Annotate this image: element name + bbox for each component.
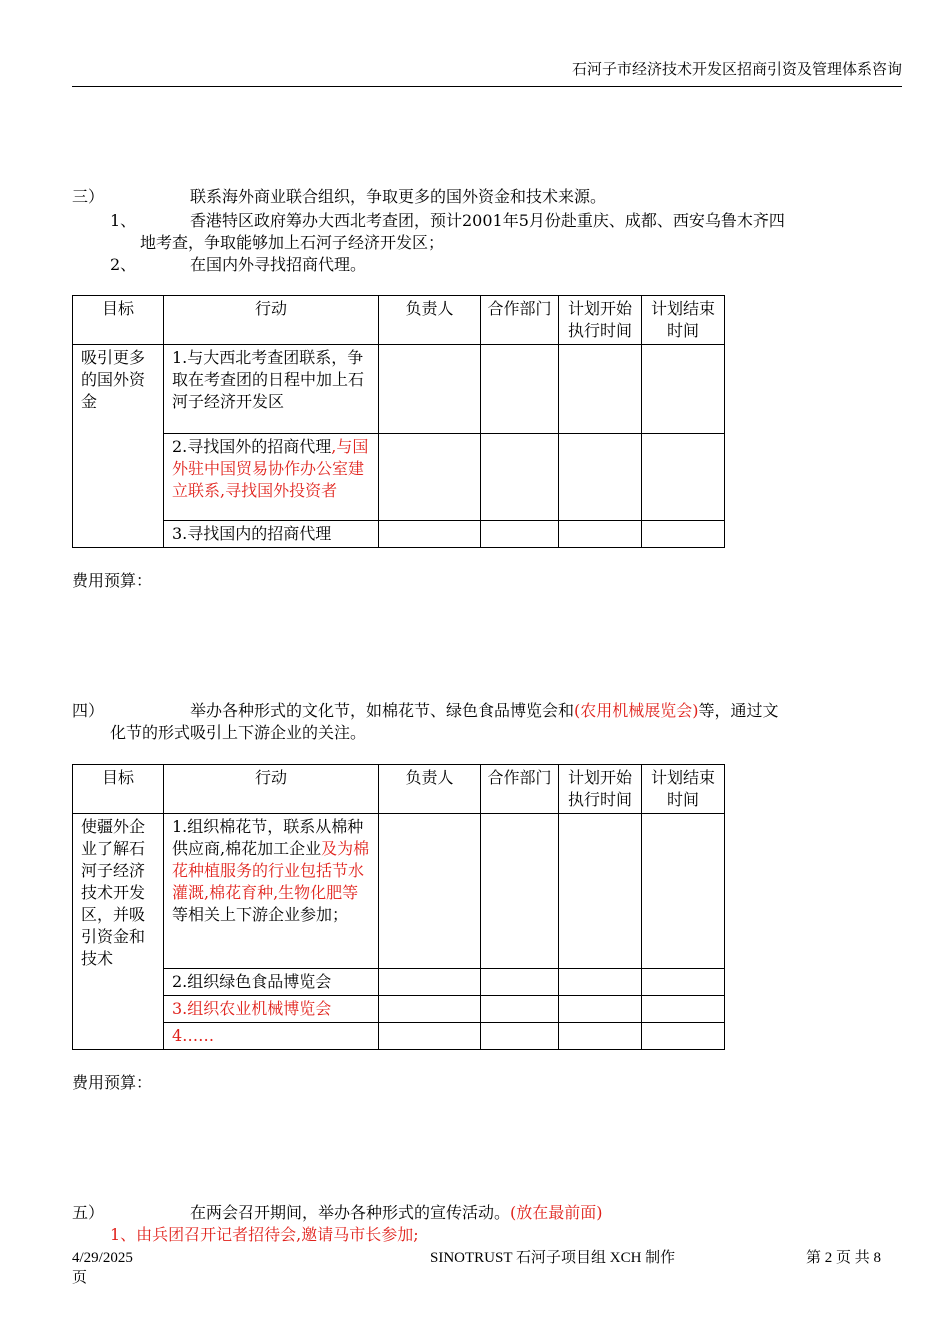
header-plan-end: 计划结束 时间 (642, 765, 725, 814)
end-cell (642, 345, 725, 434)
action-cell: 3.寻找国内的招商代理 (164, 521, 379, 548)
end-cell (642, 996, 725, 1023)
section3-heading (72, 186, 607, 208)
start-cell (559, 345, 642, 434)
start-cell (559, 521, 642, 548)
section4-title: 举办各种形式的文化节，如棉花节、绿色食品博览会和 (190, 701, 575, 720)
end-cell (642, 969, 725, 996)
header-plan-start: 计划开始 执行时间 (559, 296, 642, 345)
section3-budget-label: 费用预算： (72, 571, 153, 590)
footer-center: SINOTRUST 石河子项目组 XCH 制作 (430, 1250, 676, 1266)
table-row (73, 996, 725, 1023)
header-owner: 负责人 (379, 765, 481, 814)
section4-title-cont: 化节的形式吸引上下游企业的关注。 (110, 723, 367, 742)
section5-title: 在两会召开期间，举办各种形式的宣传活动。 (190, 1203, 511, 1222)
partner-cell (481, 969, 559, 996)
section3-item1-text-cont: 地考查，争取能够加上石河子经济开发区； (140, 233, 445, 252)
section4-budget-label: 费用预算： (72, 1073, 153, 1092)
section3-title: 联系海外商业联合组织，争取更多的国外资金和技术来源。 (190, 187, 607, 206)
end-cell (642, 1023, 725, 1050)
owner-cell (379, 969, 481, 996)
action-cell: 2.组织绿色食品博览会 (164, 969, 379, 996)
end-cell (642, 521, 725, 548)
header-action: 行动 (164, 765, 379, 814)
partner-cell (481, 521, 559, 548)
partner-cell (481, 345, 559, 434)
owner-cell (379, 814, 481, 969)
owner-cell (379, 996, 481, 1023)
header-plan-start: 计划开始 执行时间 (559, 765, 642, 814)
table-row (73, 969, 725, 996)
section3-plan-table (72, 295, 725, 548)
header-divider (72, 86, 902, 87)
table-row (73, 521, 725, 548)
owner-cell (379, 345, 481, 434)
table-row (73, 345, 725, 434)
owner-cell (379, 434, 481, 521)
header-goal: 目标 (73, 765, 164, 814)
action-cell: 1.组织棉花节，联系从棉种供应商,棉花加工企业及为棉花种植服务的行业包括节水灌溉,棉花育种,生物化肥等等相关上下游企业参加； (164, 814, 379, 969)
start-cell (559, 1023, 642, 1050)
owner-cell (379, 1023, 481, 1050)
action-cell: 2.寻找国外的招商代理,与国外驻中国贸易协作办公室建立联系,寻找国外投资者 (164, 434, 379, 521)
section3-item1-text: 香港特区政府筹办大西北考查团，预计2001年5月份赴重庆、成都、西安乌鲁木齐四 (190, 211, 785, 230)
table-row (73, 434, 725, 521)
action-cell: 1.与大西北考查团联系，争取在考查团的日程中加上石河子经济开发区 (164, 345, 379, 434)
section4-plan-table (72, 764, 725, 1050)
end-cell (642, 814, 725, 969)
start-cell (559, 996, 642, 1023)
document-header-title: 石河子市经济技术开发区招商引资及管理体系咨询 (571, 62, 902, 78)
table-row (73, 1023, 725, 1050)
start-cell (559, 434, 642, 521)
section4-title-red: (农用机械展览会) (574, 701, 699, 720)
footer-page-number: 第 2 页 共 8 (806, 1250, 882, 1266)
table-row (73, 814, 725, 969)
owner-cell (379, 521, 481, 548)
end-cell (642, 434, 725, 521)
partner-cell (481, 1023, 559, 1050)
section5-title-red: (放在最前面) (510, 1203, 603, 1222)
section4-number: 四） (72, 701, 105, 720)
table-header-row (73, 765, 725, 814)
section3-item2-number: 2、 (110, 255, 137, 274)
header-plan-end: 计划结束 时间 (642, 296, 725, 345)
partner-cell (481, 996, 559, 1023)
section5-number: 五） (72, 1203, 105, 1222)
action-cell: 4…… (164, 1023, 379, 1050)
start-cell (559, 969, 642, 996)
partner-cell (481, 814, 559, 969)
table-header-row (73, 296, 725, 345)
header-goal: 目标 (73, 296, 164, 345)
header-partner-dept: 合作部门 (481, 765, 559, 814)
footer-date: 4/29/2025 页 (72, 1250, 133, 1286)
footer-page-suffix: 页 (72, 1270, 88, 1286)
start-cell (559, 814, 642, 969)
partner-cell (481, 434, 559, 521)
header-partner-dept: 合作部门 (481, 296, 559, 345)
section4-title-end: 等，通过文 (698, 701, 779, 720)
goal-cell: 吸引更多的国外资金 (73, 345, 164, 548)
section4-heading (72, 700, 779, 722)
section5-heading (72, 1202, 603, 1224)
header-owner: 负责人 (379, 296, 481, 345)
section3-number: 三） (72, 187, 105, 206)
header-action: 行动 (164, 296, 379, 345)
section3-item2-text: 在国内外寻找招商代理。 (190, 255, 367, 274)
section3-item1-number: 1、 (110, 211, 137, 230)
section5-item1: 1、由兵团召开记者招待会,邀请马市长参加; (110, 1225, 419, 1244)
action-cell: 3.组织农业机械博览会 (164, 996, 379, 1023)
goal-cell: 使疆外企业了解石河子经济技术开发区，并吸引资金和技术 (73, 814, 164, 1050)
